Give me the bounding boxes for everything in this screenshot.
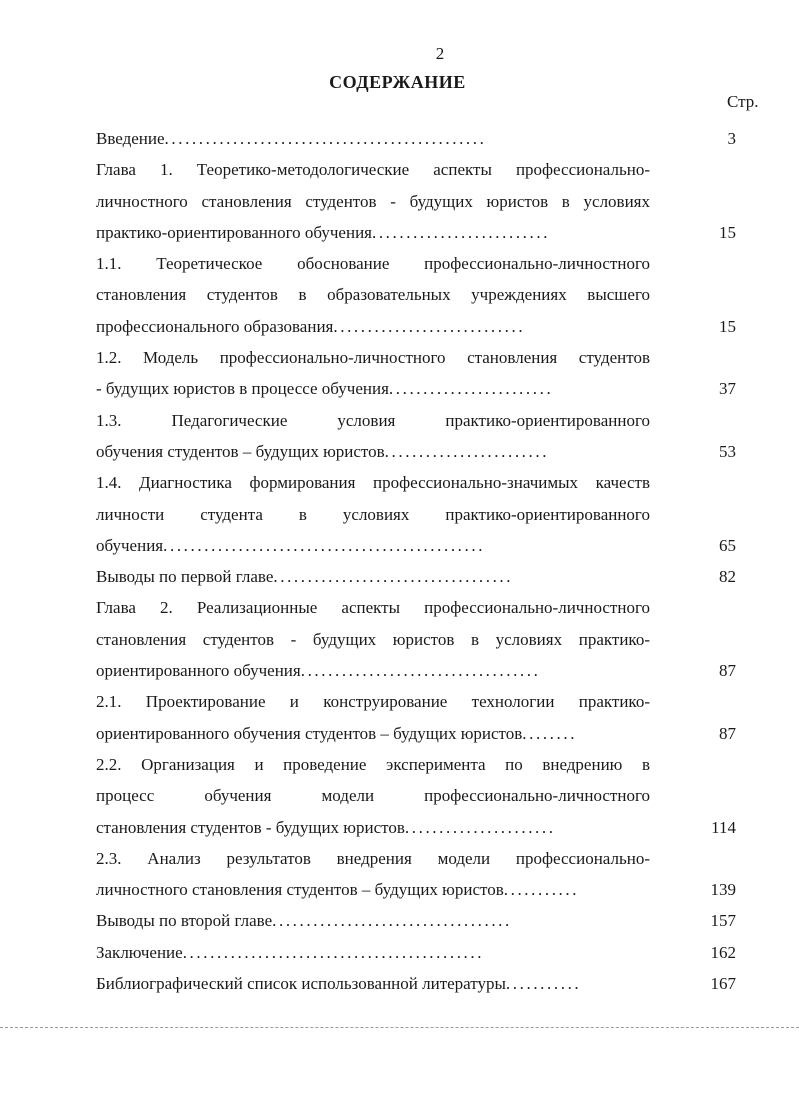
toc-entry-line bbox=[96, 373, 650, 404]
dot-leader: ............................................... bbox=[163, 535, 486, 555]
dot-leader: ...................... bbox=[404, 817, 556, 837]
toc-page-number: 162 bbox=[710, 942, 736, 962]
toc-entry-line bbox=[96, 718, 650, 749]
toc-entry-line bbox=[96, 436, 650, 467]
page-column-header: Стр. bbox=[727, 92, 759, 111]
toc-entry-line bbox=[96, 311, 650, 342]
toc-entry-line bbox=[96, 812, 650, 843]
toc-entry-text: ориентированного обучения студентов – будущих юристов bbox=[96, 723, 523, 743]
dot-leader: ................................... bbox=[300, 661, 541, 681]
toc-entry-text: процесс обучения модели профессионально-личностного bbox=[96, 786, 650, 806]
toc-entry-text: Введение bbox=[96, 129, 165, 148]
toc-entry-text: профессионального образования bbox=[96, 316, 334, 336]
toc-entry-text: - будущих юристов в процессе обучения bbox=[96, 379, 389, 399]
toc-entry-line bbox=[96, 968, 650, 999]
toc-page-number: 65 bbox=[719, 535, 736, 555]
toc-entry-text: личностного становления студентов - будущих юристов в условиях bbox=[96, 191, 650, 211]
dot-leader: ........... bbox=[505, 974, 582, 994]
toc-entry bbox=[96, 905, 756, 936]
toc-entry bbox=[96, 968, 756, 999]
dot-leader: ........................ bbox=[384, 441, 550, 461]
dot-leader: ............................................... bbox=[164, 129, 487, 148]
toc-entry bbox=[96, 248, 756, 342]
toc-entry-line bbox=[96, 186, 650, 217]
toc-page-number: 139 bbox=[710, 880, 736, 900]
toc-entry-text: личности студента в условиях практико-ориентированного bbox=[96, 504, 650, 524]
toc-entry-text: становления студентов - будущих юристов в условиях практико- bbox=[96, 629, 650, 649]
toc-entry-text: практико-ориентированного обучения bbox=[96, 222, 372, 242]
toc-entry bbox=[96, 123, 756, 154]
toc-entry bbox=[96, 154, 756, 248]
toc-entry-line bbox=[96, 624, 650, 655]
toc-page-number: 37 bbox=[719, 379, 736, 399]
toc-entry-text: Глава 2. Реализационные аспекты профессионально-личностного bbox=[96, 598, 650, 618]
toc-page-number: 82 bbox=[719, 567, 736, 587]
dot-leader: ........ bbox=[522, 723, 578, 743]
toc-entry-text: ориентированного обучения bbox=[96, 661, 301, 681]
toc-entry-text: 1.3. Педагогические условия практико-ориентированного bbox=[96, 410, 650, 430]
toc-entry-text: 2.3. Анализ результатов внедрения модели профессионально- bbox=[96, 848, 650, 868]
toc-entry-line bbox=[96, 123, 650, 154]
toc-entry-line bbox=[96, 874, 650, 905]
toc-entry-line bbox=[96, 154, 650, 185]
toc-page-number: 15 bbox=[719, 222, 736, 242]
toc-entry bbox=[96, 405, 756, 468]
toc-entry-line bbox=[96, 592, 650, 623]
toc-entry-line bbox=[96, 655, 650, 686]
toc-entry-line bbox=[96, 279, 650, 310]
toc-page-number: 15 bbox=[719, 316, 736, 336]
toc-entry-line bbox=[96, 217, 650, 248]
toc-entry-line bbox=[96, 499, 650, 530]
toc-entry-line bbox=[96, 937, 650, 968]
toc-entry-text: становления студентов в образовательных учреждениях высшего bbox=[96, 285, 650, 305]
toc-entry-line bbox=[96, 561, 650, 592]
dot-leader: ............................ bbox=[333, 316, 526, 336]
toc-entry-text: Выводы по первой главе bbox=[96, 567, 274, 587]
toc-entry bbox=[96, 342, 756, 405]
toc-entry-line bbox=[96, 530, 650, 561]
dot-leader: ................................... bbox=[273, 567, 514, 587]
toc-entry-line bbox=[96, 467, 650, 498]
dot-leader: ................................... bbox=[272, 911, 512, 931]
toc-entry-text: Выводы по второй главе bbox=[96, 911, 273, 931]
toc-entry-line bbox=[96, 686, 650, 717]
toc-entry bbox=[96, 467, 756, 561]
dot-leader: ........... bbox=[503, 880, 580, 900]
page-number: 2 bbox=[435, 44, 445, 63]
toc-entry bbox=[96, 843, 756, 906]
toc-entry-text: 2.1. Проектирование и конструирование технологии практико- bbox=[96, 692, 650, 712]
toc-entry-line bbox=[96, 342, 650, 373]
toc-entry-text: обучения студентов – будущих юристов bbox=[96, 441, 385, 461]
toc-page-number: 87 bbox=[719, 723, 736, 743]
toc-entry-line bbox=[96, 780, 650, 811]
toc-page-number: 167 bbox=[710, 974, 736, 994]
table-of-contents bbox=[96, 123, 756, 999]
toc-entry-text: 1.4. Диагностика формирования профессионально-значимых качеств bbox=[96, 473, 650, 493]
toc-page-number: 3 bbox=[727, 129, 736, 148]
toc-entry-text: 1.1. Теоретическое обоснование профессионально-личностного bbox=[96, 254, 650, 274]
toc-entry-line bbox=[96, 248, 650, 279]
dot-leader: .......................... bbox=[371, 222, 551, 242]
footer-divider bbox=[0, 1027, 799, 1028]
toc-page-number: 87 bbox=[719, 661, 736, 681]
toc-entry bbox=[96, 592, 756, 686]
toc-entry-text: Заключение bbox=[96, 942, 183, 962]
dot-leader: ............................................ bbox=[182, 942, 485, 962]
toc-entry-text: становления студентов - будущих юристов bbox=[96, 817, 405, 837]
toc-entry-line bbox=[96, 843, 650, 874]
toc-entry bbox=[96, 561, 756, 592]
toc-entry-text: Глава 1. Теоретико-методологические аспекты профессионально- bbox=[96, 160, 650, 180]
toc-entry-text: 2.2. Организация и проведение эксперимента по внедрению в bbox=[96, 754, 650, 774]
toc-entry-text: 1.2. Модель профессионально-личностного становления студентов bbox=[96, 348, 650, 368]
toc-entry-text: Библиографический список использованной литературы bbox=[96, 974, 506, 994]
toc-entry bbox=[96, 686, 756, 749]
toc-page-number: 157 bbox=[710, 911, 736, 931]
toc-entry-line bbox=[96, 405, 650, 436]
dot-leader: ........................ bbox=[388, 379, 554, 399]
page-title: СОДЕРЖАНИЕ bbox=[329, 72, 466, 92]
toc-entry bbox=[96, 937, 756, 968]
toc-page-number: 53 bbox=[719, 441, 736, 461]
toc-page-number: 114 bbox=[711, 817, 736, 837]
toc-entry-text: личностного становления студентов – будущих юристов bbox=[96, 880, 504, 900]
toc-entry-line bbox=[96, 905, 650, 936]
toc-entry-text: обучения bbox=[96, 535, 164, 555]
toc-entry bbox=[96, 749, 756, 843]
toc-entry-line bbox=[96, 749, 650, 780]
